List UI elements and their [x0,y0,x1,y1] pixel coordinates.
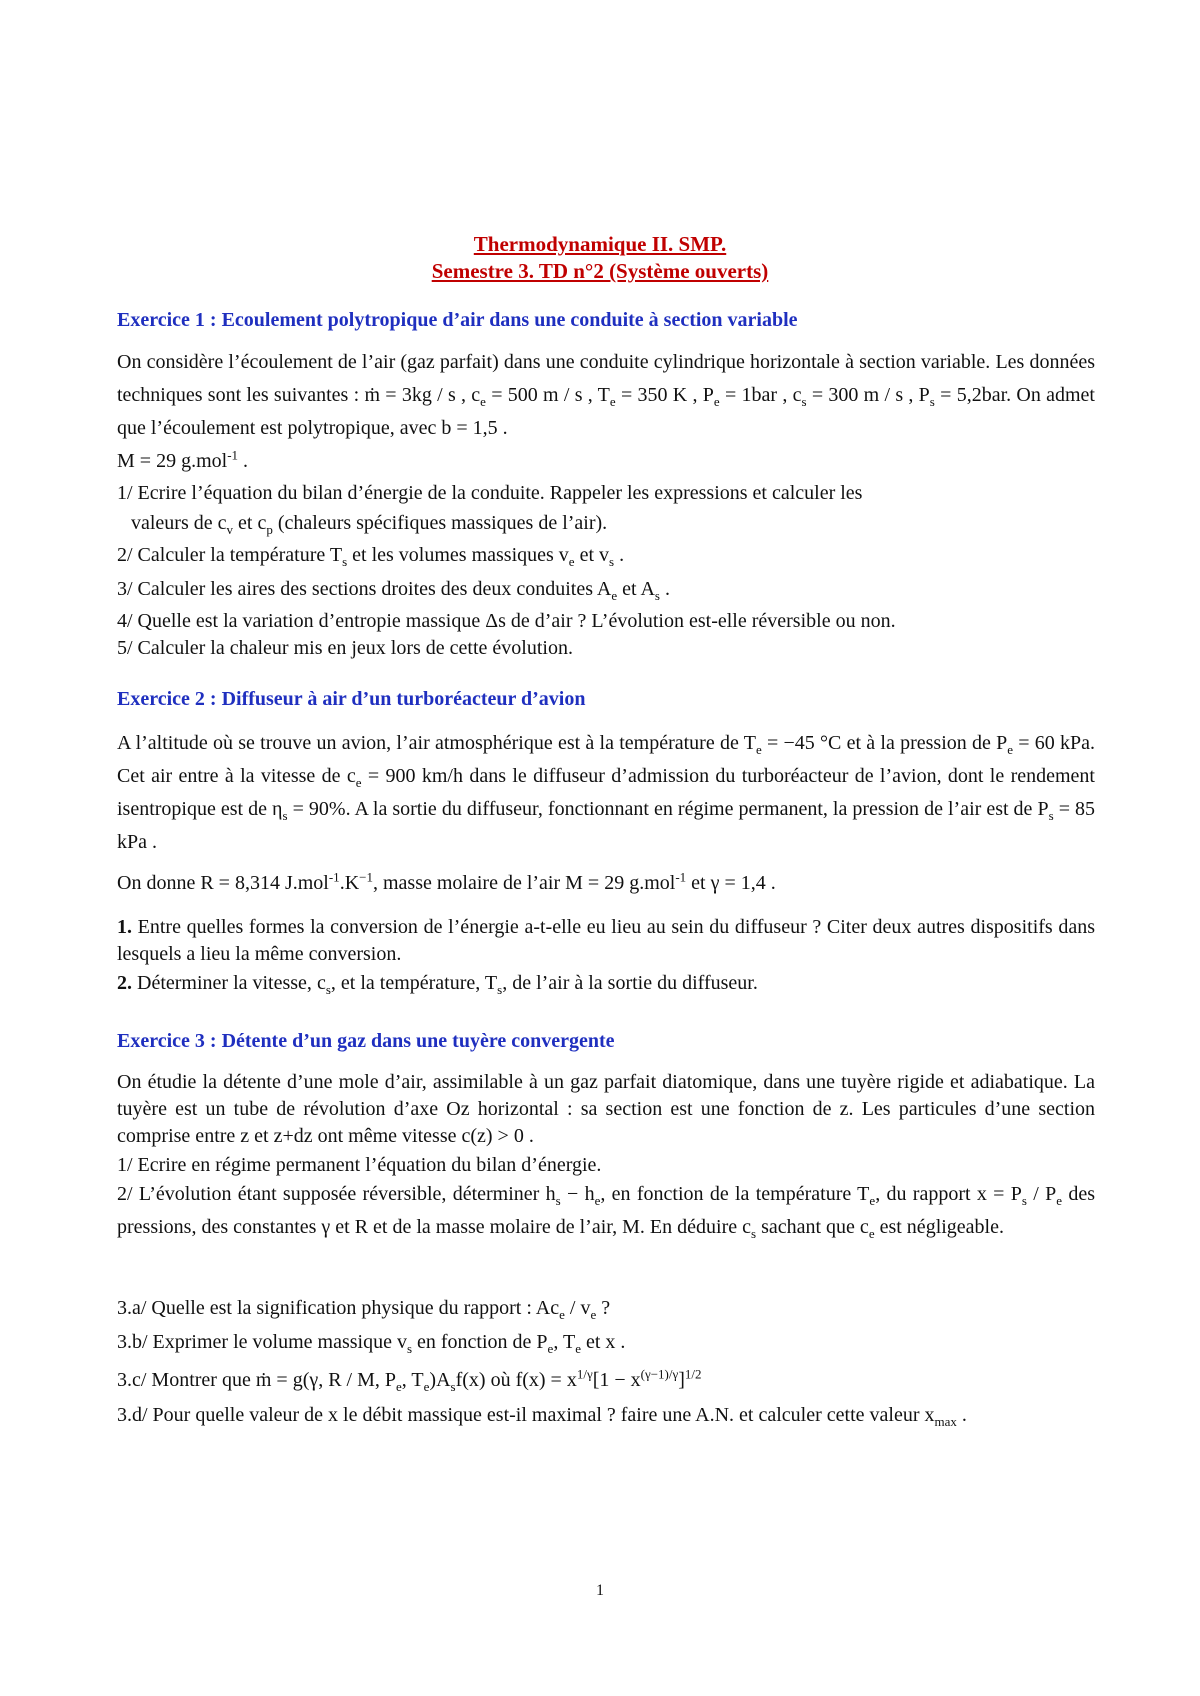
exercise-1-intro: On considère l’écoulement de l’air (gaz parfait) dans une conduite cylindrique horizontale à section variable. Les données techniques sont les suivantes : ṁ = 3kg / s , $c_e = 500$ m / s , $T_e = 350$ K , $P_e = 1bar$ , $c_s = 300$ m / s , $P_s = 5,2bar$. On admet que l’écoulement est polytropique, avec b = 1,5 . M = 29 g.mol$^{-1}$ . [117,351,1095,472]
exercise-2-question-1: 1. Entre quelles formes la conversion de l’énergie a-t-elle eu lieu au sein du diffuseur ? Citer deux autres dispositifs dans lesquels a lieu la même conversion. [117,916,1096,965]
exercise-2-given-data: On donne R = 8,314 $J.mol^{-1}.K^{-1}$, masse molaire de l’air M = 29 g.mol$^{-1}$ et γ = 1,4 . [117,869,776,894]
exercise-1-question-5: 5/ Calculer la chaleur mis en jeux lors de cette évolution. [117,637,573,659]
exercise-1-question-4: 4/ Quelle est la variation d’entropie massique Δs de d’air ? L’évolution est-elle réversible ou non. [117,610,896,632]
exercise-3-statement: On étudie la détente d’une mole d’air, assimilable à un gaz parfait diatomique, dans une tuyère rigide et adiabatique. La tuyère est un tube de révolution d’axe Oz horizontal : sa section est une fonction de z. Les particules d’une section comprise entre z et z+dz ont même vitesse c(z) > 0 . [117,1071,1095,1147]
exercise-2-title: Exercice 2 : Diffuseur à air d’un turboréacteur d’avion [117,688,586,710]
exercise-3-title: Exercice 3 : Détente d’un gaz dans une tuyère convergente [117,1030,615,1052]
exercise-1-question-3: 3/ Calculer les aires des sections droites des deux conduites $A_e$ et $A_s$ . [117,578,670,603]
exercise-3-question-2: 2/ L’évolution étant supposée réversible, déterminer $h_s - h_e$, en fonction de la température $T_e$, du rapport $x = P_s / P_e$ des pressions, des constantes γ et R et de la masse molaire de l’air, M. En déduire $c_s$ sachant que $c_e$ est négligeable. [117,1183,1096,1241]
exercise-3-question-3b: 3.b/ Exprimer le volume massique $v_s$ en fonction de $P_e$, $T_e$ et x . [117,1331,626,1356]
exercise-2-question-2: 2. Déterminer la vitesse, $c_s$, et la température, $T_s$, de l’air à la sortie du diffuseur. [117,972,758,997]
exercise-1-title: Exercice 1 : Ecoulement polytropique d’air dans une conduite à section variable [117,309,798,331]
page-subtitle: Semestre 3. TD n°2 (Système ouverts) [431,259,769,283]
exercise-3-question-1: 1/ Ecrire en régime permanent l’équation du bilan d’énergie. [117,1154,602,1176]
exercise-3-question-3d: 3.d/ Pour quelle valeur de x le débit massique est-il maximal ? faire une A.N. et calculer cette valeur $x_{max}$ . [117,1404,967,1429]
exercise-1-question-2: 2/ Calculer la température $T_s$ et les volumes massiques $v_e$ et $v_s$ . [117,544,625,569]
exercise-3-question-3a: 3.a/ Quelle est la signification physique du rapport : $Ac_e / v_e$ ? [117,1297,611,1322]
page-title: Thermodynamique II. SMP. [473,232,727,256]
page-number: 1 [596,1582,604,1599]
exercise-2-statement: A l’altitude où se trouve un avion, l’air atmosphérique est à la température de $T_e = -45$ °C et à la pression de $P_e = 60$ kPa. Cet air entre à la vitesse de $c_e = 900$ km/h dans le diffuseur d’admission du turboréacteur de l’avion, dont le rendement isentropique est de $\eta_s = 90\%$. A la sortie du diffuseur, fonctionnant en régime permanent, la pression de l’air est de $P_s = 85$ kPa . [117,732,1096,853]
exercise-3-question-3c: 3.c/ Montrer que ṁ = g(γ, R / M, $P_e$, $T_e)A_sf(x)$ où $f(x) = x^{1/\gamma}[1 - x^{(\gamma-1)/\gamma}]^{1/2}$ [117,1366,702,1394]
exercise-1-question-1: 1/ Ecrire l’équation du bilan d’énergie de la conduite. Rappeler les expressions et calculer les valeurs de $c_v$ et $c_p$ (chaleurs spécifiques massiques de l’air). [117,482,863,537]
